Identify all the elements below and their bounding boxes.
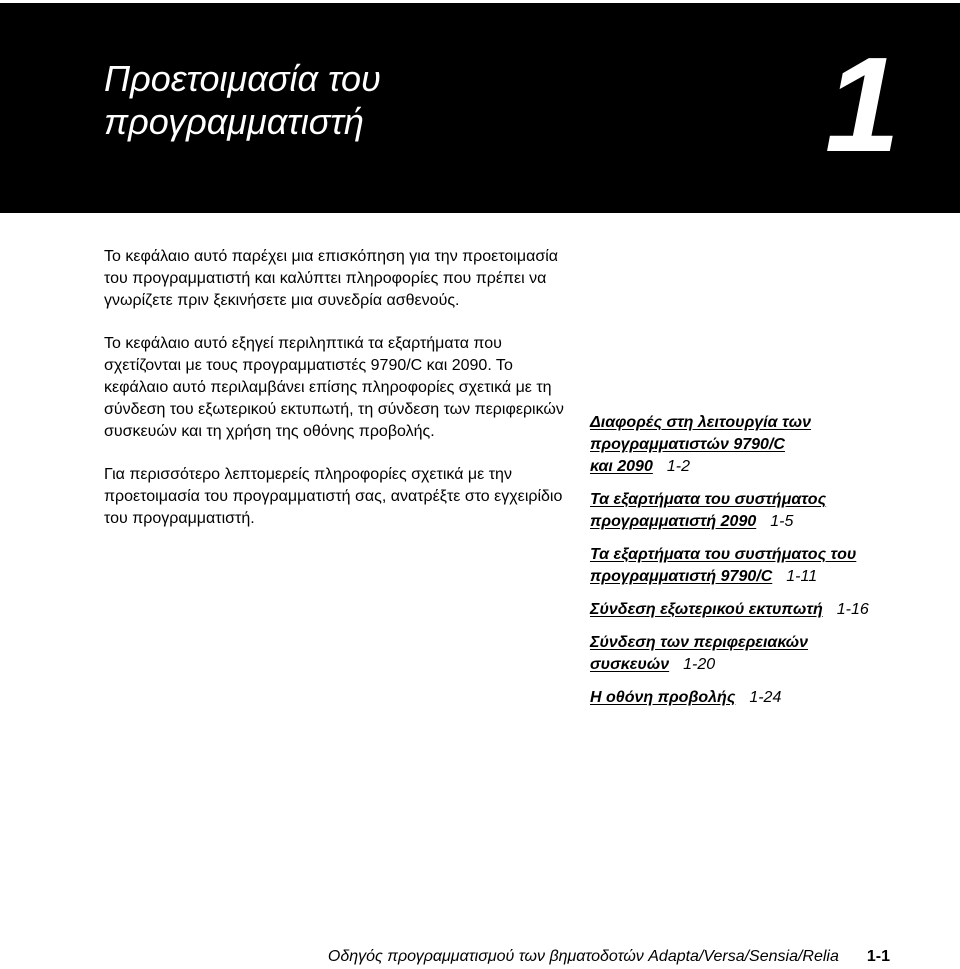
- toc-entry-page: 1-20: [683, 656, 716, 673]
- intro-paragraph: Το κεφάλαιο αυτό παρέχει μια επισκόπηση για την προετοιμασία του προγραμματιστή και καλύπτει πληροφορίες που πρέπει να γνωρίζετε πριν ξεκινήσετε μια συνεδρία ασθενούς.: [104, 248, 558, 310]
- chapter-title-line2: προγραμματιστή: [104, 101, 364, 142]
- toc-entry-title[interactable]: Τα εξαρτήματα του συστήματος του προγραμματιστή 9790/C: [590, 546, 857, 585]
- footer-page-number: 1-1: [866, 948, 890, 965]
- chapter-title-line1: Προετοιμασία του: [104, 58, 381, 99]
- chapter-contents: [590, 412, 930, 720]
- toc-entry-page: 1-16: [836, 601, 869, 618]
- footer-manual-title: Οδηγός προγραμματισμού των βηματοδοτών Adapta/Versa/Sensia/Relia: [327, 948, 839, 965]
- toc-entry[interactable]: [590, 632, 930, 676]
- toc-entry-title[interactable]: Τα εξαρτήματα του συστήματος προγραμματιστή 2090: [590, 491, 827, 530]
- toc-entry-title[interactable]: Διαφορές στη λειτουργία των προγραμματιστών 9790/C και 2090: [590, 414, 812, 475]
- chapter-banner: [0, 0, 960, 213]
- toc-entry[interactable]: [590, 412, 930, 478]
- toc-entry-page: 1-24: [749, 689, 782, 706]
- toc-entry-title[interactable]: Η οθόνη προβολής: [590, 689, 736, 706]
- banner-top-strip: [0, 0, 960, 3]
- intro-paragraph: Για περισσότερο λεπτομερείς πληροφορίες σχετικά με την προετοιμασία του προγραμματιστή σας, ανατρέξτε στο εγχειρίδιο του προγραμματιστή.: [104, 465, 563, 528]
- toc-entry-title[interactable]: Σύνδεση των περιφερειακών συσκευών: [590, 634, 809, 673]
- chapter-number: 1: [824, 29, 900, 180]
- page-footer: [270, 946, 890, 968]
- intro-text: [104, 246, 574, 550]
- intro-paragraph: Το κεφάλαιο αυτό εξηγεί περιληπτικά τα εξαρτήματα που σχετίζονται με τους προγραμματιστές 9790/C και 2090. Το κεφάλαιο αυτό περιλαμβάνει επίσης πληροφορίες σχετικά με τη σύνδεση του εξωτερικού εκτυπωτή, τη σύνδεση των περιφερικών συσκευών και τη χρήση της οθόνης προβολής.: [104, 334, 564, 441]
- toc-entry-page: 1-2: [666, 458, 690, 475]
- toc-entry-title[interactable]: Σύνδεση εξωτερικού εκτυπωτή: [590, 601, 823, 618]
- toc-entry[interactable]: [590, 544, 930, 588]
- toc-entry[interactable]: [590, 599, 930, 621]
- toc-entry[interactable]: [590, 687, 930, 709]
- toc-entry-page: 1-5: [770, 513, 794, 530]
- toc-entry[interactable]: [590, 489, 930, 533]
- toc-entry-page: 1-11: [786, 568, 818, 585]
- chapter-title: [104, 57, 624, 143]
